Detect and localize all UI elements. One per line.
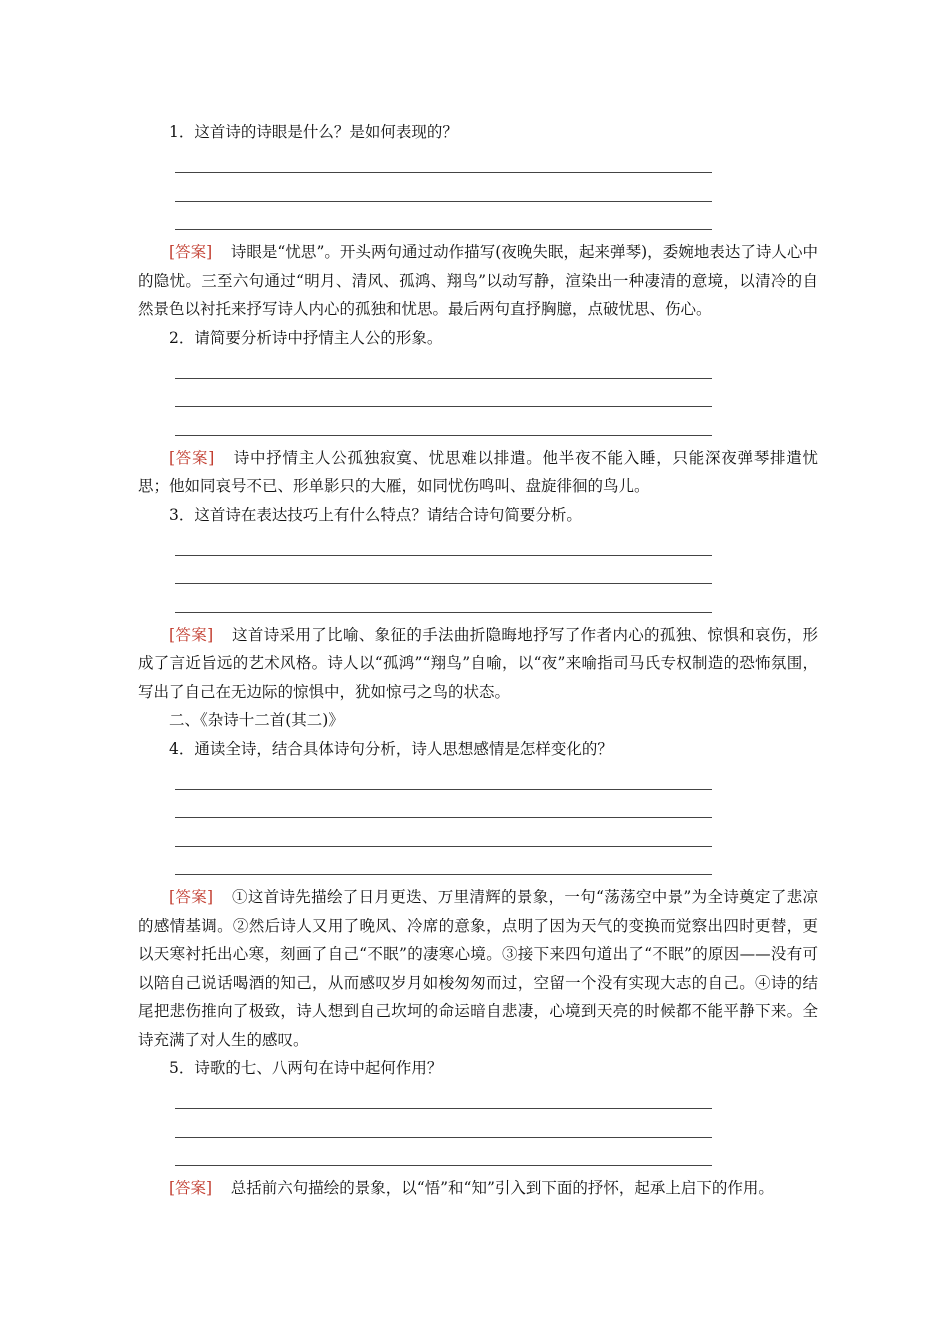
answer-line[interactable] bbox=[138, 1086, 818, 1115]
answer-tag: [答案] bbox=[169, 243, 213, 261]
answer-line[interactable] bbox=[138, 766, 818, 795]
answer-lines-1[interactable] bbox=[138, 150, 818, 236]
answer-lines-5[interactable] bbox=[138, 1086, 818, 1172]
answer-line[interactable] bbox=[138, 852, 818, 881]
answer-line[interactable] bbox=[138, 532, 818, 561]
answer-tag: [答案] bbox=[169, 888, 214, 906]
answer-text: ①这首诗先描绘了日月更迭、万里清辉的景象，一句“荡荡空中景”为全诗奠定了悲凉的感情基调。②然后诗人又用了晚风、冷席的意象，点明了因为天气的变换而觉察出四时更替，更以天寒衬托出心寒，刻画了自己“不眠”的凄寒心境。③接下来四句道出了“不眠”的原因——没有可以陪自己说话喝酒的知己，从而感叹岁月如梭匆匆而过，空留一个没有实现大志的自己。④诗的结尾把悲伤推向了极致，诗人想到自己坎坷的命运暗自悲凄，心境到天亮的时候都不能平静下来。全诗充满了对人生的感叹。 bbox=[138, 888, 818, 1049]
answer-line[interactable] bbox=[138, 207, 818, 236]
answer-5 bbox=[138, 1174, 818, 1203]
answer-line[interactable] bbox=[138, 1114, 818, 1143]
answer-line[interactable] bbox=[138, 355, 818, 384]
document-page bbox=[138, 118, 818, 1203]
answer-line[interactable] bbox=[138, 561, 818, 590]
answer-tag: [答案] bbox=[169, 625, 214, 644]
answer-line[interactable] bbox=[138, 412, 818, 441]
answer-line[interactable] bbox=[138, 1143, 818, 1172]
section-heading: 二、《杂诗十二首(其二)》 bbox=[169, 711, 344, 729]
answer-line[interactable] bbox=[138, 178, 818, 207]
answer-text: 诗中抒情主人公孤独寂寞、忧思难以排遣。他半夜不能入睡，只能深夜弹琴排遣忧思；他如同哀号不已、形单影只的大雁，如同忧伤鸣叫、盘旋徘徊的鸟儿。 bbox=[138, 448, 818, 495]
answer-line[interactable] bbox=[138, 795, 818, 824]
question-5: 5．诗歌的七、八两句在诗中起何作用？ bbox=[169, 1059, 443, 1077]
question-2: 2．请简要分析诗中抒情主人公的形象。 bbox=[169, 328, 443, 347]
answer-2 bbox=[138, 444, 818, 501]
question-1: 1．这首诗的诗眼是什么？是如何表现的？ bbox=[169, 123, 458, 141]
answer-lines-2[interactable] bbox=[138, 355, 818, 441]
answer-line[interactable] bbox=[138, 384, 818, 413]
question-3: 3．这首诗在表达技巧上有什么特点？请结合诗句简要分析。 bbox=[169, 505, 582, 524]
question-4: 4．通读全诗，结合具体诗句分析，诗人思想感情是怎样变化的？ bbox=[169, 739, 613, 758]
answer-4 bbox=[138, 883, 818, 1054]
answer-line[interactable] bbox=[138, 589, 818, 618]
answer-tag: [答案] bbox=[169, 448, 215, 467]
answer-3 bbox=[138, 621, 818, 707]
answer-text: 总括前六句描绘的景象，以“悟”和“知”引入到下面的抒怀，起承上启下的作用。 bbox=[230, 1179, 774, 1197]
answer-lines-4[interactable] bbox=[138, 766, 818, 880]
answer-tag: [答案] bbox=[169, 1179, 213, 1197]
answer-text: 诗眼是“忧思”。开头两句通过动作描写(夜晚失眠，起来弹琴)，委婉地表达了诗人心中的隐忧。三至六句通过“明月、清风、孤鸿、翔鸟”以动写静，渲染出一种凄清的意境，以清冷的自然景色以衬托来抒写诗人内心的孤独和忧思。最后两句直抒胸臆，点破忧思、伤心。 bbox=[138, 243, 818, 318]
answer-line[interactable] bbox=[138, 823, 818, 852]
answer-lines-3[interactable] bbox=[138, 532, 818, 618]
answer-1 bbox=[138, 238, 818, 324]
answer-line[interactable] bbox=[138, 150, 818, 179]
answer-text: 这首诗采用了比喻、象征的手法曲折隐晦地抒写了作者内心的孤独、惊惧和哀伤，形成了言近旨远的艺术风格。诗人以“孤鸿”“翔鸟”自喻，以“夜”来喻指司马氏专权制造的恐怖氛围，写出了自己在无边际的惊惧中，犹如惊弓之鸟的状态。 bbox=[138, 625, 818, 701]
